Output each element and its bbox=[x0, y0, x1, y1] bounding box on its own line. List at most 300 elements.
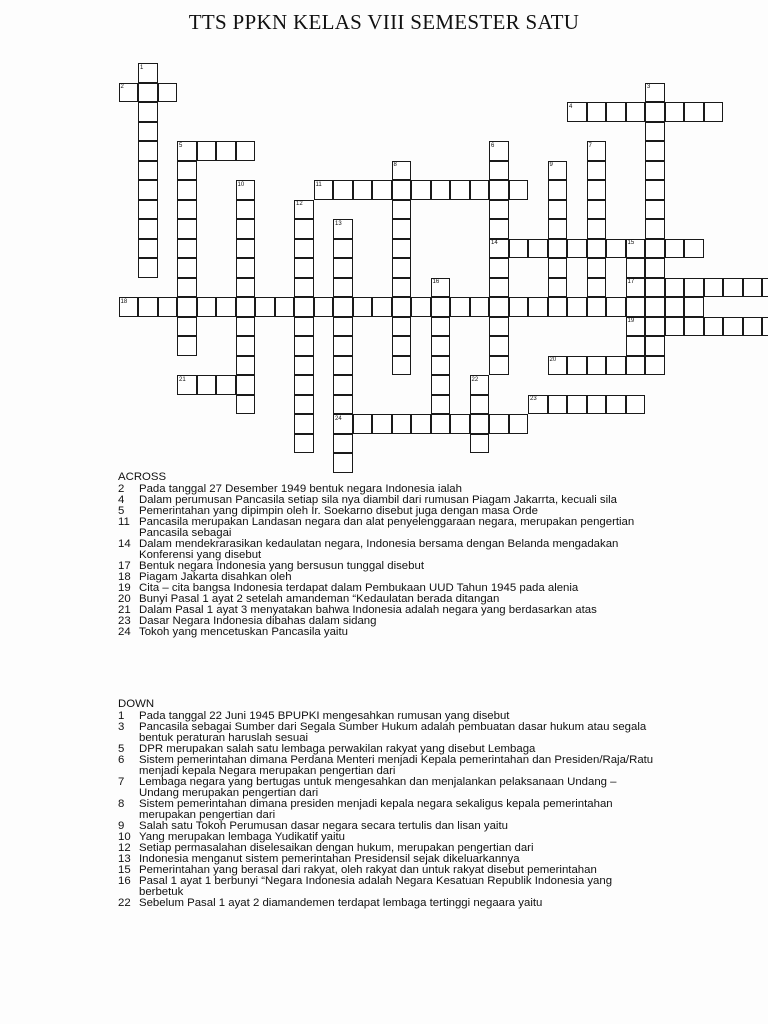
cell-number: 2 bbox=[120, 84, 124, 90]
across-clues bbox=[118, 472, 658, 638]
cell-number: 3 bbox=[647, 84, 651, 90]
grid-cell[interactable] bbox=[392, 278, 412, 298]
clue-number: 11 bbox=[118, 516, 130, 528]
grid-cell[interactable] bbox=[567, 102, 587, 122]
clue-number: 18 bbox=[118, 571, 131, 583]
grid-cell[interactable] bbox=[353, 297, 373, 317]
grid-cell[interactable] bbox=[587, 161, 607, 181]
clue-text: Dalam mendekrarasikan kedaulatan negara, Indonesia bersama dengan Belanda mengadakan Konferensi yang disebut bbox=[139, 538, 619, 561]
clue-text: Dasar Negara Indonesia dibahas dalam sidang bbox=[139, 615, 377, 627]
clue-item bbox=[118, 627, 658, 638]
clue-number: 8 bbox=[118, 798, 125, 810]
clue-item bbox=[118, 517, 658, 539]
clue-number: 24 bbox=[118, 626, 131, 638]
grid-cell[interactable] bbox=[470, 375, 490, 395]
grid-cell[interactable] bbox=[548, 258, 568, 278]
grid-cell[interactable] bbox=[177, 336, 197, 356]
grid-cell[interactable] bbox=[450, 414, 470, 434]
cell-number: 1 bbox=[140, 64, 144, 71]
grid-cell[interactable] bbox=[294, 239, 314, 259]
clue-item bbox=[118, 722, 658, 744]
grid-cell[interactable] bbox=[489, 161, 509, 181]
grid-cell[interactable] bbox=[548, 161, 568, 181]
across-label: ACROSS bbox=[118, 471, 167, 483]
grid-cell[interactable] bbox=[255, 297, 275, 317]
grid-cell[interactable] bbox=[489, 336, 509, 356]
cell-number: 5 bbox=[179, 142, 183, 149]
grid-cell[interactable] bbox=[236, 336, 256, 356]
grid-cell[interactable] bbox=[587, 239, 607, 259]
grid-cell[interactable] bbox=[236, 278, 256, 298]
grid-cell[interactable] bbox=[567, 239, 587, 259]
grid-cell[interactable] bbox=[489, 258, 509, 278]
grid-cell[interactable] bbox=[645, 161, 665, 181]
clue-text: Dalam Pasal 1 ayat 3 menyatakan bahwa Indonesia adalah negara yang berdasarkan atas bbox=[139, 604, 597, 616]
clue-number: 3 bbox=[118, 721, 125, 733]
clue-number: 5 bbox=[118, 743, 125, 755]
grid-cell[interactable] bbox=[138, 83, 158, 103]
down-label: DOWN bbox=[118, 698, 155, 710]
grid-cell[interactable] bbox=[626, 258, 646, 278]
grid-cell[interactable] bbox=[587, 219, 607, 239]
cell-number: 18 bbox=[120, 298, 128, 305]
clue-text: Dalam perumusan Pancasila setiap sila nya diambil dari rumusan Piagam Jakarrta, kecuali sila bbox=[139, 494, 617, 506]
cell-number: 24 bbox=[335, 415, 342, 422]
grid-cell[interactable] bbox=[138, 219, 158, 239]
clue-text: Pasal 1 ayat 1 berbunyi “Negara Indonesia adalah Negara Kesatuan Republik Indonesia yang berbetuk bbox=[139, 875, 613, 898]
grid-cell[interactable] bbox=[333, 317, 353, 337]
clue-text: Cita – cita bangsa Indonesia terdapat dalam Pembukaan UUD Tahun 1945 pada alenia bbox=[139, 582, 579, 594]
grid-cell[interactable] bbox=[197, 375, 217, 395]
grid-cell[interactable] bbox=[138, 180, 158, 200]
grid-cell[interactable] bbox=[470, 395, 490, 415]
clue-number: 1 bbox=[118, 710, 125, 722]
grid-cell[interactable] bbox=[392, 239, 412, 259]
clue-text: Pancasila sebagai Sumber dari Segala Sumber Hukum adalah pembuatan dasar hukum atau segala bentuk peraturan haruslah sesuai bbox=[139, 721, 647, 744]
grid-cell[interactable] bbox=[294, 200, 314, 220]
cell-number: 13 bbox=[335, 220, 342, 227]
clue-text: DPR merupakan salah satu lembaga perwakilan rakyat yang disebut Lembaga bbox=[139, 743, 536, 755]
cell-number: 16 bbox=[432, 279, 440, 285]
grid-cell[interactable] bbox=[138, 200, 158, 220]
grid-cell[interactable] bbox=[333, 278, 353, 298]
grid-cell[interactable] bbox=[743, 317, 763, 337]
grid-cell[interactable] bbox=[645, 180, 665, 200]
grid-cell[interactable] bbox=[645, 239, 665, 259]
grid-cell[interactable] bbox=[645, 278, 665, 298]
grid-cell[interactable] bbox=[470, 297, 490, 317]
grid-cell[interactable] bbox=[158, 83, 178, 103]
grid-cell[interactable] bbox=[177, 317, 197, 337]
grid-cell[interactable] bbox=[333, 375, 353, 395]
cell-number: 22 bbox=[471, 376, 479, 383]
grid-cell[interactable] bbox=[314, 297, 334, 317]
clue-number: 21 bbox=[118, 604, 131, 616]
grid-cell[interactable] bbox=[489, 200, 509, 220]
grid-cell[interactable] bbox=[587, 200, 607, 220]
grid-cell[interactable] bbox=[236, 219, 256, 239]
grid-cell[interactable] bbox=[392, 336, 412, 356]
grid-cell[interactable] bbox=[236, 395, 256, 415]
grid-cell[interactable] bbox=[431, 375, 451, 395]
grid-cell[interactable] bbox=[216, 141, 236, 161]
clue-number: 19 bbox=[118, 582, 131, 594]
grid-cell[interactable] bbox=[528, 297, 548, 317]
clue-number: 4 bbox=[118, 494, 125, 506]
page-title: TTS PPKN KELAS VIII SEMESTER SATU bbox=[188, 10, 580, 34]
clue-number: 5 bbox=[118, 505, 125, 517]
grid-cell[interactable] bbox=[509, 297, 529, 317]
grid-cell[interactable] bbox=[177, 258, 197, 278]
grid-cell[interactable] bbox=[294, 395, 314, 415]
cell-number: 6 bbox=[491, 142, 495, 149]
clue-number: 22 bbox=[118, 897, 131, 909]
grid-cell[interactable] bbox=[470, 434, 490, 454]
grid-cell[interactable] bbox=[567, 395, 587, 415]
clue-item bbox=[118, 799, 658, 821]
grid-cell[interactable] bbox=[489, 141, 509, 161]
grid-cell[interactable] bbox=[119, 83, 139, 103]
grid-cell[interactable] bbox=[645, 141, 665, 161]
grid-cell[interactable] bbox=[684, 317, 704, 337]
clue-item bbox=[118, 539, 658, 561]
grid-cell[interactable] bbox=[177, 161, 197, 181]
grid-cell[interactable] bbox=[236, 297, 256, 317]
clue-text: Piagam Jakarta disahkan oleh bbox=[139, 571, 292, 583]
grid-cell[interactable] bbox=[587, 395, 607, 415]
grid-cell[interactable] bbox=[372, 297, 392, 317]
grid-cell[interactable] bbox=[665, 297, 685, 317]
grid-cell[interactable] bbox=[470, 414, 490, 434]
clue-item bbox=[118, 777, 658, 799]
grid-cell[interactable] bbox=[645, 102, 665, 122]
grid-cell[interactable] bbox=[236, 141, 256, 161]
grid-cell[interactable] bbox=[665, 317, 685, 337]
cell-number: 14 bbox=[491, 240, 498, 246]
grid-cell[interactable] bbox=[626, 278, 646, 298]
grid-cell[interactable] bbox=[704, 102, 724, 122]
clue-number: 13 bbox=[118, 853, 131, 865]
grid-cell[interactable] bbox=[275, 297, 295, 317]
grid-cell[interactable] bbox=[392, 317, 412, 337]
grid-cell[interactable] bbox=[216, 297, 236, 317]
grid-cell[interactable] bbox=[431, 414, 451, 434]
cell-number: 8 bbox=[393, 162, 397, 168]
grid-cell[interactable] bbox=[138, 122, 158, 142]
grid-cell[interactable] bbox=[333, 414, 353, 434]
clue-text: Lembaga negara yang bertugas untuk mengesahkan dan menjalankan pelaksanaan Undang – Undang merupakan pengertian dari bbox=[139, 776, 617, 799]
grid-cell[interactable] bbox=[606, 297, 626, 317]
clue-text: Tokoh yang mencetuskan Pancasila yaitu bbox=[139, 626, 348, 638]
grid-cell[interactable] bbox=[548, 356, 568, 376]
grid-cell[interactable] bbox=[333, 336, 353, 356]
grid-cell[interactable] bbox=[704, 317, 724, 337]
grid-cell[interactable] bbox=[236, 375, 256, 395]
grid-cell[interactable] bbox=[177, 180, 197, 200]
grid-cell[interactable] bbox=[333, 434, 353, 454]
cell-number: 4 bbox=[569, 103, 573, 110]
grid-cell[interactable] bbox=[528, 239, 548, 259]
grid-cell[interactable] bbox=[138, 102, 158, 122]
grid-cell[interactable] bbox=[138, 63, 158, 83]
grid-cell[interactable] bbox=[645, 219, 665, 239]
grid-cell[interactable] bbox=[392, 219, 412, 239]
grid-cell[interactable] bbox=[177, 141, 197, 161]
grid-cell[interactable] bbox=[587, 102, 607, 122]
grid-cell[interactable] bbox=[431, 317, 451, 337]
grid-cell[interactable] bbox=[665, 278, 685, 298]
clue-number: 9 bbox=[118, 820, 125, 832]
grid-cell[interactable] bbox=[138, 161, 158, 181]
grid-cell[interactable] bbox=[372, 180, 392, 200]
grid-cell[interactable] bbox=[606, 239, 626, 259]
grid-cell[interactable] bbox=[489, 180, 509, 200]
grid-cell[interactable] bbox=[294, 219, 314, 239]
grid-cell[interactable] bbox=[548, 219, 568, 239]
grid-cell[interactable] bbox=[723, 278, 743, 298]
grid-cell[interactable] bbox=[684, 297, 704, 317]
grid-cell[interactable] bbox=[158, 297, 178, 317]
clue-text: Yang merupakan lembaga Yudikatif yaitu bbox=[139, 831, 346, 843]
grid-cell[interactable] bbox=[665, 102, 685, 122]
cell-number: 19 bbox=[627, 318, 635, 324]
grid-cell[interactable] bbox=[489, 278, 509, 298]
grid-cell[interactable] bbox=[762, 317, 768, 337]
grid-cell[interactable] bbox=[431, 395, 451, 415]
grid-cell[interactable] bbox=[392, 161, 412, 181]
grid-cell[interactable] bbox=[489, 239, 509, 259]
clue-number: 2 bbox=[118, 483, 125, 495]
grid-cell[interactable] bbox=[567, 297, 587, 317]
grid-cell[interactable] bbox=[626, 239, 646, 259]
grid-cell[interactable] bbox=[450, 297, 470, 317]
clue-text: Bentuk negara Indonesia yang bersusun tunggal disebut bbox=[139, 560, 424, 572]
grid-cell[interactable] bbox=[509, 180, 529, 200]
grid-cell[interactable] bbox=[645, 297, 665, 317]
crossword-grid[interactable] bbox=[0, 0, 768, 460]
clue-item bbox=[118, 898, 658, 909]
grid-cell[interactable] bbox=[645, 200, 665, 220]
clue-item bbox=[118, 755, 658, 777]
grid-cell[interactable] bbox=[392, 200, 412, 220]
grid-cell[interactable] bbox=[216, 375, 236, 395]
grid-cell[interactable] bbox=[645, 83, 665, 103]
cell-number: 9 bbox=[549, 162, 553, 168]
clue-text: Sistem pemerintahan dimana presiden menjadi kepala negara sekaligus kepala pemerintahan merupakan pengertian dari bbox=[139, 798, 613, 821]
clue-text: Pada tanggal 27 Desember 1949 bentuk negara Indonesia ialah bbox=[139, 483, 462, 495]
grid-cell[interactable] bbox=[294, 375, 314, 395]
clue-text: Pancasila merupakan Landasan negara dan alat penyelenggaraan negara, merupakan pengertian Pancasila sebagai bbox=[139, 516, 635, 539]
grid-cell[interactable] bbox=[548, 200, 568, 220]
grid-cell[interactable] bbox=[587, 356, 607, 376]
grid-cell[interactable] bbox=[489, 219, 509, 239]
grid-cell[interactable] bbox=[177, 297, 197, 317]
grid-cell[interactable] bbox=[236, 180, 256, 200]
clue-number: 7 bbox=[118, 776, 125, 788]
grid-cell[interactable] bbox=[548, 278, 568, 298]
grid-cell[interactable] bbox=[762, 278, 768, 298]
grid-cell[interactable] bbox=[548, 239, 568, 259]
grid-cell[interactable] bbox=[294, 297, 314, 317]
grid-cell[interactable] bbox=[411, 414, 431, 434]
grid-cell[interactable] bbox=[489, 356, 509, 376]
grid-cell[interactable] bbox=[138, 258, 158, 278]
grid-cell[interactable] bbox=[353, 414, 373, 434]
grid-cell[interactable] bbox=[606, 102, 626, 122]
grid-cell[interactable] bbox=[489, 317, 509, 337]
clue-number: 16 bbox=[118, 875, 131, 887]
grid-cell[interactable] bbox=[294, 414, 314, 434]
grid-cell[interactable] bbox=[431, 297, 451, 317]
cell-number: 20 bbox=[549, 357, 557, 363]
grid-cell[interactable] bbox=[431, 356, 451, 376]
grid-cell[interactable] bbox=[236, 317, 256, 337]
grid-cell[interactable] bbox=[372, 414, 392, 434]
grid-cell[interactable] bbox=[236, 258, 256, 278]
grid-cell[interactable] bbox=[411, 180, 431, 200]
grid-cell[interactable] bbox=[626, 395, 646, 415]
grid-cell[interactable] bbox=[236, 239, 256, 259]
grid-cell[interactable] bbox=[470, 180, 490, 200]
grid-cell[interactable] bbox=[177, 239, 197, 259]
clue-text: Indonesia menganut sistem pemerintahan Presidensil sejak dikeluarkannya bbox=[139, 853, 520, 865]
grid-cell[interactable] bbox=[431, 336, 451, 356]
grid-cell[interactable] bbox=[431, 180, 451, 200]
grid-cell[interactable] bbox=[665, 239, 685, 259]
grid-cell[interactable] bbox=[548, 297, 568, 317]
grid-cell[interactable] bbox=[138, 239, 158, 259]
grid-cell[interactable] bbox=[294, 258, 314, 278]
grid-cell[interactable] bbox=[548, 395, 568, 415]
cell-number: 10 bbox=[237, 181, 245, 188]
grid-cell[interactable] bbox=[138, 141, 158, 161]
grid-cell[interactable] bbox=[684, 278, 704, 298]
clue-number: 6 bbox=[118, 754, 125, 766]
cell-number: 21 bbox=[179, 376, 186, 383]
clue-number: 14 bbox=[118, 538, 131, 550]
grid-cell[interactable] bbox=[333, 180, 353, 200]
grid-cell[interactable] bbox=[411, 297, 431, 317]
grid-cell[interactable] bbox=[314, 180, 334, 200]
grid-cell[interactable] bbox=[489, 297, 509, 317]
cell-number: 23 bbox=[530, 396, 537, 402]
clue-number: 20 bbox=[118, 593, 131, 605]
grid-cell[interactable] bbox=[294, 317, 314, 337]
grid-cell[interactable] bbox=[294, 336, 314, 356]
grid-cell[interactable] bbox=[392, 297, 412, 317]
grid-cell[interactable] bbox=[606, 356, 626, 376]
grid-cell[interactable] bbox=[392, 258, 412, 278]
grid-cell[interactable] bbox=[684, 102, 704, 122]
grid-cell[interactable] bbox=[587, 141, 607, 161]
cell-number: 17 bbox=[627, 279, 635, 285]
grid-cell[interactable] bbox=[645, 258, 665, 278]
clue-text: Sebelum Pasal 1 ayat 2 diamandemen terdapat lembaga tertinggi negaara yaitu bbox=[139, 897, 543, 909]
grid-cell[interactable] bbox=[236, 356, 256, 376]
grid-cell[interactable] bbox=[587, 278, 607, 298]
grid-cell[interactable] bbox=[567, 356, 587, 376]
cell-number: 12 bbox=[296, 201, 303, 207]
grid-cell[interactable] bbox=[392, 180, 412, 200]
clue-number: 23 bbox=[118, 615, 131, 627]
clue-number: 17 bbox=[118, 560, 131, 572]
grid-cell[interactable] bbox=[645, 356, 665, 376]
grid-cell[interactable] bbox=[743, 278, 763, 298]
grid-cell[interactable] bbox=[606, 395, 626, 415]
cell-number: 11 bbox=[315, 181, 322, 188]
grid-cell[interactable] bbox=[626, 102, 646, 122]
clue-text: Setiap permasalahan diselesaikan dengan hukum, merupakan pengertian dari bbox=[139, 842, 534, 854]
cell-number: 7 bbox=[588, 142, 592, 149]
grid-cell[interactable] bbox=[333, 219, 353, 239]
clue-number: 10 bbox=[118, 831, 131, 843]
grid-cell[interactable] bbox=[626, 336, 646, 356]
grid-cell[interactable] bbox=[177, 219, 197, 239]
down-clues bbox=[118, 699, 658, 909]
grid-cell[interactable] bbox=[509, 239, 529, 259]
grid-cell[interactable] bbox=[392, 356, 412, 376]
grid-cell[interactable] bbox=[197, 141, 217, 161]
grid-cell[interactable] bbox=[333, 395, 353, 415]
grid-cell[interactable] bbox=[704, 278, 724, 298]
clue-text: Pemerintahan yang dipimpin oleh Ir. Soekarno disebut juga dengan masa Orde bbox=[139, 505, 538, 517]
grid-cell[interactable] bbox=[450, 180, 470, 200]
grid-cell[interactable] bbox=[645, 336, 665, 356]
clue-text: Sistem pemerintahan dimana Perdana Menteri menjadi Kepala pemerintahan dan Presiden/Raja/Ratu menjadi kepala Negara merupakan pengertian dari bbox=[139, 754, 654, 777]
grid-cell[interactable] bbox=[645, 317, 665, 337]
grid-cell[interactable] bbox=[333, 258, 353, 278]
grid-cell[interactable] bbox=[626, 356, 646, 376]
grid-cell[interactable] bbox=[528, 395, 548, 415]
grid-cell[interactable] bbox=[197, 297, 217, 317]
grid-cell[interactable] bbox=[333, 297, 353, 317]
grid-cell[interactable] bbox=[294, 356, 314, 376]
cell-number: 15 bbox=[627, 240, 635, 246]
grid-cell[interactable] bbox=[645, 122, 665, 142]
grid-cell[interactable] bbox=[333, 356, 353, 376]
grid-cell[interactable] bbox=[587, 297, 607, 317]
grid-cell[interactable] bbox=[333, 453, 353, 473]
grid-cell[interactable] bbox=[489, 414, 509, 434]
grid-cell[interactable] bbox=[723, 317, 743, 337]
clue-number: 12 bbox=[118, 842, 131, 854]
grid-cell[interactable] bbox=[431, 278, 451, 298]
grid-cell[interactable] bbox=[509, 414, 529, 434]
grid-cell[interactable] bbox=[177, 278, 197, 298]
grid-cell[interactable] bbox=[392, 414, 412, 434]
grid-cell[interactable] bbox=[626, 297, 646, 317]
grid-cell[interactable] bbox=[626, 317, 646, 337]
grid-cell[interactable] bbox=[177, 375, 197, 395]
clue-number: 15 bbox=[118, 864, 131, 876]
grid-cell[interactable] bbox=[333, 239, 353, 259]
grid-cell[interactable] bbox=[236, 200, 256, 220]
grid-cell[interactable] bbox=[177, 200, 197, 220]
grid-cell[interactable] bbox=[587, 180, 607, 200]
grid-cell[interactable] bbox=[684, 239, 704, 259]
clue-text: Pada tanggal 22 Juni 1945 BPUPKI mengesahkan rumusan yang disebut bbox=[139, 710, 510, 722]
grid-cell[interactable] bbox=[119, 297, 139, 317]
clue-text: Bunyi Pasal 1 ayat 2 setelah amandeman “Kedaulatan berada ditangan bbox=[139, 593, 500, 605]
grid-cell[interactable] bbox=[548, 180, 568, 200]
grid-cell[interactable] bbox=[138, 297, 158, 317]
grid-cell[interactable] bbox=[294, 278, 314, 298]
clue-text: Salah satu Tokoh Perumusan dasar negara secara tertulis dan lisan yaitu bbox=[139, 820, 508, 832]
grid-cell[interactable] bbox=[587, 258, 607, 278]
clue-item bbox=[118, 876, 658, 898]
grid-cell[interactable] bbox=[294, 434, 314, 454]
grid-cell[interactable] bbox=[353, 180, 373, 200]
